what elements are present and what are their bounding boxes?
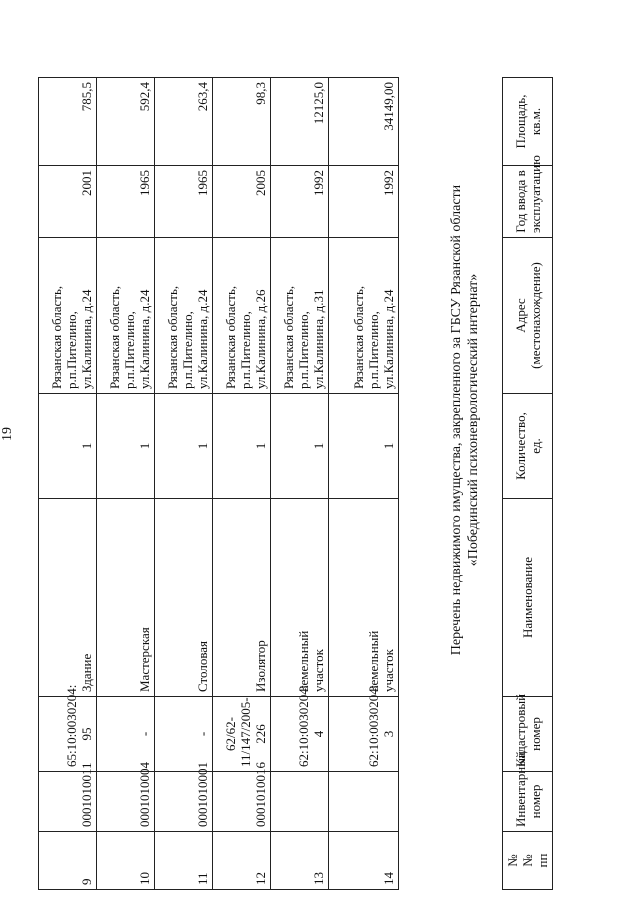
year-commissioned-cell: 2001 [39,166,97,238]
row-number-cell: 14 [329,832,399,890]
page-number: 19 [0,427,15,441]
year-commissioned-cell: 2005 [213,166,271,238]
object-name-cell: Земельный участок [271,499,329,697]
object-name-cell: Мастерская [97,499,155,697]
header-address: Адрес (местонахождение) [503,238,553,394]
inventory-number-cell: 0001010004 [97,772,155,832]
inventory-number-cell: 0001010001 [155,772,213,832]
table-row [97,78,155,890]
area-cell: 785,5 [39,78,97,166]
table-row [213,78,271,890]
address-cell: Рязанская область, р.п.Пителино, ул.Калинина, д.26 [213,238,271,394]
address-cell: Рязанская область, р.п.Пителино, ул.Калинина, д.24 [39,238,97,394]
header-inventory: Инвентарный номер [503,772,553,832]
area-cell: 592,4 [97,78,155,166]
quantity-cell: 1 [329,394,399,499]
quantity-cell: 1 [155,394,213,499]
quantity-cell: 1 [213,394,271,499]
area-cell: 98,3 [213,78,271,166]
row-number-cell: 11 [155,832,213,890]
area-cell: 34149,00 [329,78,399,166]
object-name-cell: Здание [39,499,97,697]
property-table [38,77,399,890]
quantity-cell: 1 [39,394,97,499]
cadastral-number-cell: 62:10:0030204: 4 [271,697,329,772]
header-row [503,78,553,890]
cadastral-number-cell: 62/62- 11/147/2005- 226 [213,697,271,772]
header-number: № № пп [503,832,553,890]
table-row [155,78,213,890]
inventory-number-cell [329,772,399,832]
caption-line-2: «Побединский психоневрологический интернат» [466,273,481,567]
row-number-cell: 10 [97,832,155,890]
cadastral-number-cell: 65:10:0030204: 95 [39,697,97,772]
area-cell: 263,4 [155,78,213,166]
header-quantity: Количество, ед. [503,394,553,499]
object-name-cell: Земельный участок [329,499,399,697]
inventory-number-cell: 0001010011 [39,772,97,832]
cadastral-number-cell: - [155,697,213,772]
quantity-cell: 1 [271,394,329,499]
address-cell: Рязанская область, р.п.Пителино, ул.Калинина, д.24 [97,238,155,394]
object-name-cell: Столовая [155,499,213,697]
caption-line-1: Перечень недвижимого имущества, закрепленного за ГБСУ Рязанской области [449,184,464,656]
table-row [271,78,329,890]
header-area: Площадь, кв.м. [503,78,553,166]
year-commissioned-cell: 1992 [329,166,399,238]
address-cell: Рязанская область, р.п.Пителино, ул.Калинина, д.24 [329,238,399,394]
object-name-cell: Изолятор [213,499,271,697]
header-cadastral: Кадастровый номер [503,697,553,772]
cadastral-number-cell: - [97,697,155,772]
row-number-cell: 9 [39,832,97,890]
header-year: Год ввода в эксплуатацию [503,166,553,238]
row-number-cell: 13 [271,832,329,890]
address-cell: Рязанская область, р.п.Пителино, ул.Калинина, д.24 [155,238,213,394]
cadastral-number-cell: 62:10:0030204: 3 [329,697,399,772]
header-table [502,77,553,890]
table-body [39,78,399,890]
year-commissioned-cell: 1965 [97,166,155,238]
inventory-number-cell [271,772,329,832]
year-commissioned-cell: 1965 [155,166,213,238]
address-cell: Рязанская область, р.п.Пителино, ул.Калинина, д.31 [271,238,329,394]
inventory-number-cell: 0001010016 [213,772,271,832]
quantity-cell: 1 [97,394,155,499]
table-row [39,78,97,890]
document-caption [448,140,482,700]
year-commissioned-cell: 1992 [271,166,329,238]
header-name: Наименование [503,499,553,697]
row-number-cell: 12 [213,832,271,890]
table-row [329,78,399,890]
area-cell: 12125,0 [271,78,329,166]
